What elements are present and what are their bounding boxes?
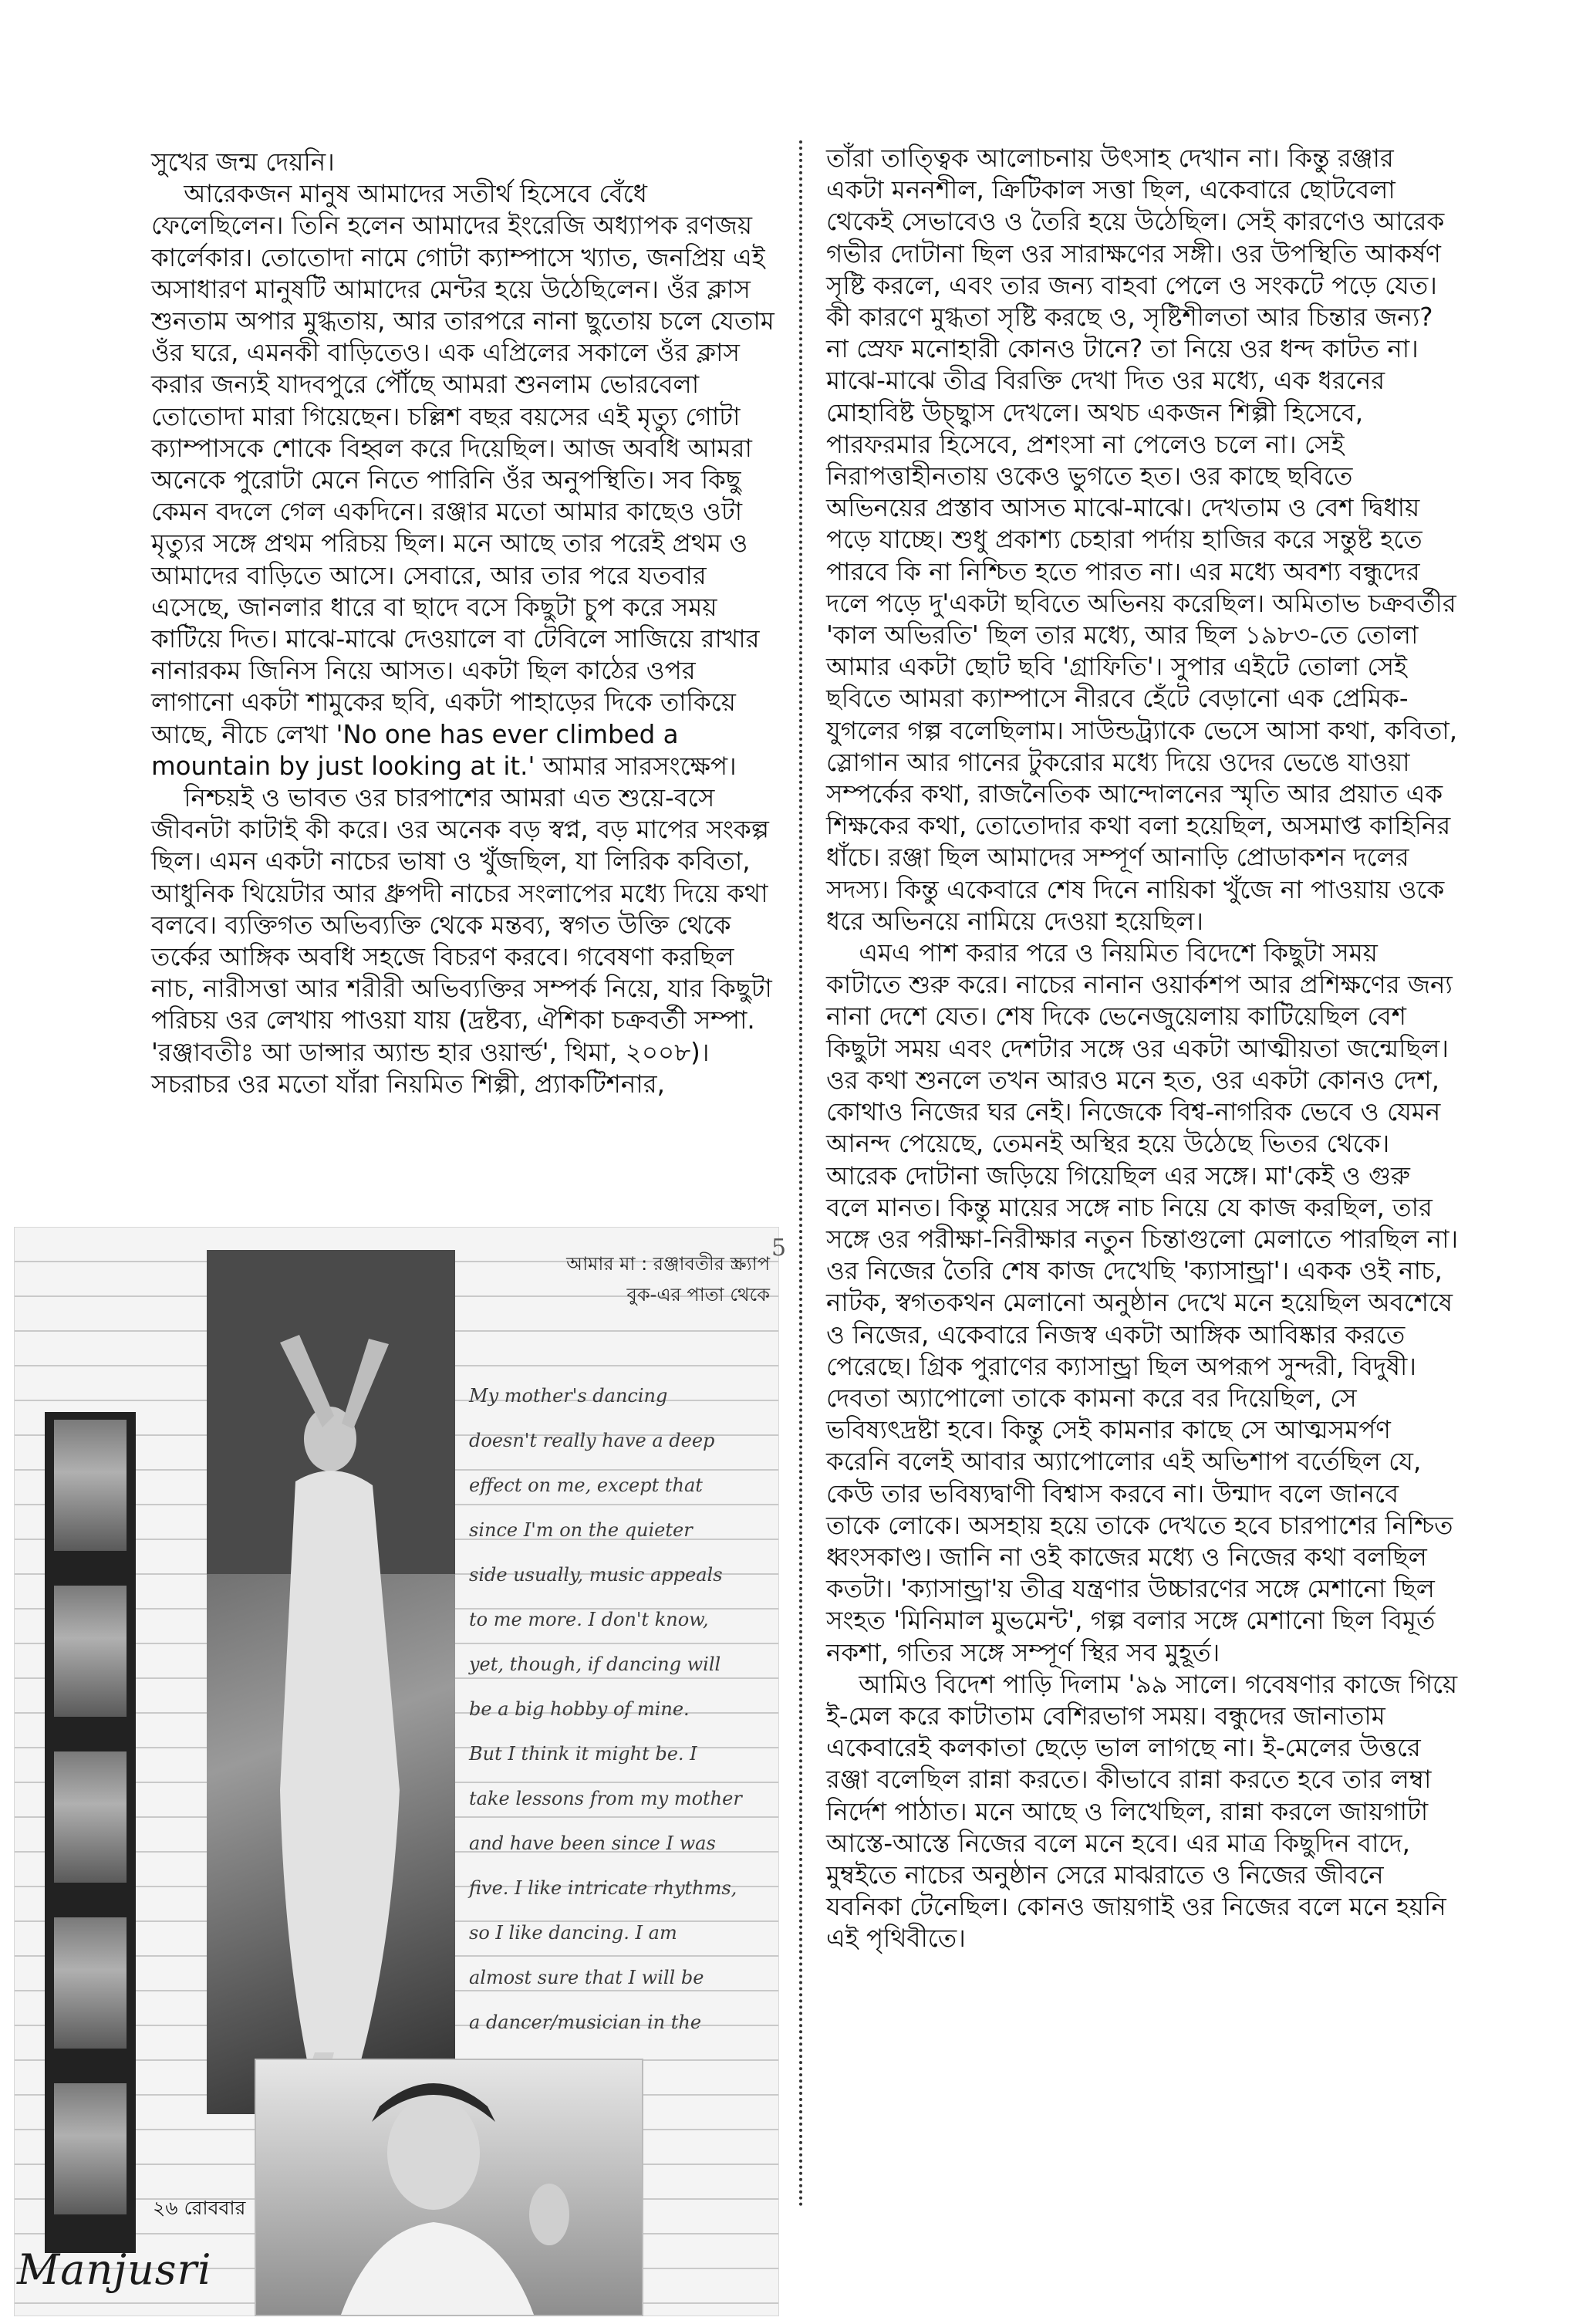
signature: Manjusri [17,2245,212,2294]
handwritten-line: a dancer/musician in the [469,2012,702,2033]
handwritten-line: But I think it might be. I [469,1743,697,1765]
handwritten-line: to me more. I don't know, [469,1609,709,1630]
handwritten-line: five. I like intricate rhythms, [469,1877,737,1899]
column-divider [799,140,802,2208]
paragraph: এমএ পাশ করার পরে ও নিয়মিত বিদেশে কিছুটা সময় কাটাতে শুরু করে। নাচের নানান ওয়ার্কশপ আর প্রশিক্ষণের জন্য নানা দেশে যেত। শেষ দিকে ভেনেজুয়েলায় কাটিয়েছিল বেশ কিছুটা সময় এবং দেশটার সঙ্গে ওর একটা আত্মীয়তা জন্মেছিল। ওর কথা শুনলে তখন আরও মনে হত, ওর একটা কোনও দেশ, কোথাও নিজের ঘর নেই। নিজেকে বিশ্ব-নাগরিক ভেবে ও যেমন আনন্দ পেয়েছে, তেমনই অস্থির হয়ে উঠেছে ভিতর থেকে। আরেক দোটানা জড়িয়ে গিয়েছিল এর সঙ্গে। মা'কেই ও গুরু বলে মানত। কিন্তু মায়ের সঙ্গে নাচ নিয়ে যে কাজ করছিল, তার সঙ্গে ওর পরীক্ষা-নিরীক্ষার নতুন চিন্তাগুলো মেলাতে পারছিল না। ওর নিজের তৈরি শেষ কাজ দেখেছি 'ক্যাসান্ড্রা'। একক ওই নাচ, নাটক, স্বগতকথন মেলানো অনুষ্ঠান দেখে মনে হয়েছিল অবশেষে ও নিজের, একেবারে নিজস্ব একটা আঙ্গিক আবিষ্কার করতে পেরেছে। গ্রিক পুরাণের ক্যাসান্ড্রা ছিল অপরূপ সুন্দরী, বিদুষী। দেবতা অ্যাপোলো তাকে কামনা করে বর দিয়েছিল, সে ভবিষ্যৎদ্রষ্টা হবে। কিন্তু সেই কামনার কাছে সে আত্মসমর্পণ করেনি বলেই আবার অ্যাপোলোর এই অভিশাপ বর্তেছিল যে, কেউ তার ভবিষ্যদ্বাণী বিশ্বাস করবে না। উন্মাদ বলে জানবে তাকে লোকে। অসহায় হয়ে তাকে দেখতে হবে চারপাশের নিশ্চিত ধ্বংসকাণ্ড। জানি না ওই কাজের মধ্যে ও নিজের কথা বলছিল কতটা। 'ক্যাসান্ড্রা'য় তীব্র যন্ত্রণার উচ্চারণের সঙ্গে মেশানো ছিল সংহত 'মিনিমাল মুভমেন্ট', গল্প বলার সঙ্গে মেশানো ছিল বিমূর্ত নকশা, গতির সঙ্গে সম্পূর্ণ স্থির সব মুহূর্ত। [826,938,1459,1667]
handwritten-line: My mother's dancing [469,1385,668,1407]
dance-photo-frame [54,1586,127,1717]
handwritten-line: almost sure that I will be [469,1967,704,1988]
right-text-column [826,143,1459,1955]
handwritten-line: doesn't really have a deep [469,1430,715,1451]
page-number: ২৬ রোববার [153,2197,246,2219]
handwritten-line: so I like dancing. I am [469,1922,677,1944]
photo-caption [515,1248,770,1310]
paragraph: আমিও বিদেশ পাড়ি দিলাম '৯৯ সালে। গবেষণার কাজে গিয়ে ই-মেল করে কাটাতাম বেশিরভাগ সময়। বন্ধুদের জানাতাম একেবারেই কলকাতা ছেড়ে ভাল লাগছে না। ই-মেলের উত্তরে রঞ্জা বলেছিল রান্না করতে। কীভাবে রান্না করতে হবে তার লম্বা নির্দেশ পাঠাত। মনে আছে ও লিখেছিল, রান্না করলে জায়গাটা আস্তে-আস্তে নিজের বলে মনে হবে। এর মাত্র কিছুদিন বাদে, মুম্বইতে নাচের অনুষ্ঠান সেরে মাঝরাতে ও নিজের জীবনে যবনিকা টেনেছিল। কোনও জায়গাই ওর নিজের বলে মনে হয়নি এই পৃথিবীতে। [826,1669,1458,1954]
left-text-column [151,147,776,1100]
dance-photo-frame [54,1751,127,1883]
dance-photo-frame [54,1917,127,2049]
caption-line: বুক-এর পাতা থেকে [626,1284,770,1306]
handwritten-line: yet, though, if dancing will [469,1653,721,1675]
paragraph: সুখের জন্ম দেয়নি। [151,147,335,177]
handwritten-line: side usually, music appeals [469,1564,723,1586]
handwritten-line: be a big hobby of mine. [469,1698,690,1720]
dance-photo-frame [54,2083,127,2214]
dance-photo-frame [54,1420,127,1551]
photo-filmstrip [45,1412,136,2253]
scrapbook-collage [14,1227,785,2315]
paragraph: তাঁরা তাত্ত্বিক আলোচনায় উৎসাহ দেখান না। কিন্তু রঞ্জার একটা মননশীল, ক্রিটিকাল সত্তা ছিল, একেবারে ছোটবেলা থেকেই সেভাবেও ও তৈরি হয়ে উঠেছিল। সেই কারণেও আরেক গভীর দোটানা ছিল ওর সারাক্ষণের সঙ্গী। ওর উপস্থিতি আকর্ষণ সৃষ্টি করলে, এবং তার জন্য বাহবা পেলে ও সংকটে পড়ে যেত। কী কারণে মুগ্ধতা সৃষ্টি করছে ও, সৃষ্টিশীলতা আর চিন্তার জন্য? না স্রেফ মনোহারী কোনও টানে? তা নিয়ে ওর ধন্দ কাটত না। মাঝে-মাঝে তীব্র বিরক্তি দেখা দিত ওর মধ্যে, এক ধরনের মোহাবিষ্ট উচ্ছ্বাস দেখলে। অথচ একজন শিল্পী হিসেবে, পারফরমার হিসেবে, প্রশংসা না পেলেও চলে না। সেই নিরাপত্তাহীনতায় ওকেও ভুগতে হত। ওর কাছে ছবিতে অভিনয়ের প্রস্তাব আসত মাঝে-মাঝে। দেখতাম ও বেশ দ্বিধায় পড়ে যাচ্ছে। শুধু প্রকাশ্য চেহারা পর্দায় হাজির করে সন্তুষ্ট হতে পারবে কি না নিশ্চিত হতে পারত না। এর মধ্যে অবশ্য বন্ধুদের দলে পড়ে দু'একটা ছবিতে অভিনয় করেছিল। অমিতাভ চক্রবর্তীর 'কাল অভিরতি' ছিল তার মধ্যে, আর ছিল ১৯৮৩-তে তোলা আমার একটা ছোট ছবি 'গ্রাফিতি'। সুপার এইটে তোলা সেই ছবিতে আমরা ক্যাম্পাসে নীরবে হেঁটে বেড়ানো এক প্রেমিক-যুগলের গল্প বলেছিলাম। সাউন্ডট্র্যাকে ভেসে আসা কথা, কবিতা, স্লোগান আর গানের টুকরোর মধ্যে দিয়ে ওদের ভেঙে যাওয়া সম্পর্কের কথা, রাজনৈতিক আন্দোলনের স্মৃতি আর প্রয়াত এক শিক্ষকের কথা, তোতোদার কথা বলা হয়েছিল, অসমাপ্ত কাহিনির ধাঁচে। রঞ্জা ছিল আমাদের সম্পূর্ণ আনাড়ি প্রোডাকশন দলের সদস্য। কিন্তু একেবারে শেষ দিনে নায়িকা খুঁজে না পাওয়ায় ওকে ধরে অভিনয়ে নামিয়ে দেওয়া হয়েছিল। [826,144,1458,936]
dancer-portrait-photo [255,2059,643,2316]
handwritten-line: take lessons from my mother [469,1788,742,1809]
paragraph: আরেকজন মানুষ আমাদের সতীর্থ হিসেবে বেঁধে ফেলেছিলেন। তিনি হলেন আমাদের ইংরেজি অধ্যাপক রণজয় কার্লেকার। তোতোদা নামে গোটা ক্যাম্পাসে খ্যাত, জনপ্রিয় এই অসাধারণ মানুষটি আমাদের মেন্টর হয়ে উঠেছিলেন। ওঁর ক্লাস শুনতাম অপার মুগ্ধতায়, আর তারপরে নানা ছুতোয় চলে যেতাম ওঁর ঘরে, এমনকী বাড়িতেও। এক এপ্রিলের সকালে ওঁর ক্লাস করার জন্যই যাদবপুরে পৌঁছে আমরা শুনলাম ভোরবেলা তোতোদা মারা গিয়েছেন। চল্লিশ বছর বয়সের এই মৃত্যু গোটা ক্যাম্পাসকে শোকে বিহ্বল করে দিয়েছিল। আজ অবধি আমরা অনেকে পুরোটা মেনে নিতে পারিনি ওঁর অনুপস্থিতি। সব কিছু কেমন বদলে গেল একদিনে। রঞ্জার মতো আমার কাছেও ওটা মৃত্যুর সঙ্গে প্রথম পরিচয় ছিল। মনে আছে তার পরেই প্রথম ও আমাদের বাড়িতে আসে। সেবারে, আর তার পরে যতবার এসেছে, জানলার ধারে বা ছাদে বসে কিছুটা চুপ করে সময় কাটিয়ে দিত। মাঝে-মাঝে দেওয়ালে বা টেবিলে সাজিয়ে রাখার নানারকম জিনিস নিয়ে আসত। একটা ছিল কাঠের ওপর লাগানো একটা শামুকের ছবি, একটা পাহাড়ের দিকে তাকিয়ে আছে, নীচে লেখা 'No one has ever climbed a mountain by just looking at it.' আমার সারসংক্ষেপ। [151,179,775,781]
handwritten-line: since I'm on the quieter [469,1519,693,1541]
paragraph: নিশ্চয়ই ও ভাবত ওর চারপাশের আমরা এত শুয়ে-বসে জীবনটা কাটাই কী করে। ওর অনেক বড় স্বপ্ন, বড় মাপের সংকল্প ছিল। এমন একটা নাচের ভাষা ও খুঁজছিল, যা লিরিক কবিতা, আধুনিক থিয়েটার আর ধ্রুপদী নাচের সংলাপের মধ্যে দিয়ে কথা বলবে। ব্যক্তিগত অভিব্যক্তি থেকে মন্তব্য, স্বগত উক্তি থেকে তর্কের আঙ্গিক অবধি সহজে বিচরণ করবে। গবেষণা করছিল নাচ, নারীসত্তা আর শরীরী অভিব্যক্তির সম্পর্ক নিয়ে, যার কিছুটা পরিচয় ওর লেখায় পাওয়া যায় (দ্রষ্টব্য, ঐশিকা চক্রবর্তী সম্পা. 'রঞ্জাবতীঃ আ ডান্সার অ্যান্ড হার ওয়ার্ল্ড', থিমা, ২০০৮)। সচরাচর ওর মতো যাঁরা নিয়মিত শিল্পী, প্র্যাকটিশনার, [151,783,772,1099]
handwritten-note [469,1373,770,2089]
portrait-silhouette [256,2060,642,2315]
handwritten-line: effect on me, except that [469,1474,703,1496]
handwritten-line: and have been since I was [469,1833,716,1854]
dancer-photo [207,1250,455,2114]
dancer-silhouette [207,1250,455,2114]
caption-line: আমার মা : রঞ্জাবতীর স্ক্র্যাপ [566,1253,770,1275]
caption-number: 5 [771,1235,787,1262]
